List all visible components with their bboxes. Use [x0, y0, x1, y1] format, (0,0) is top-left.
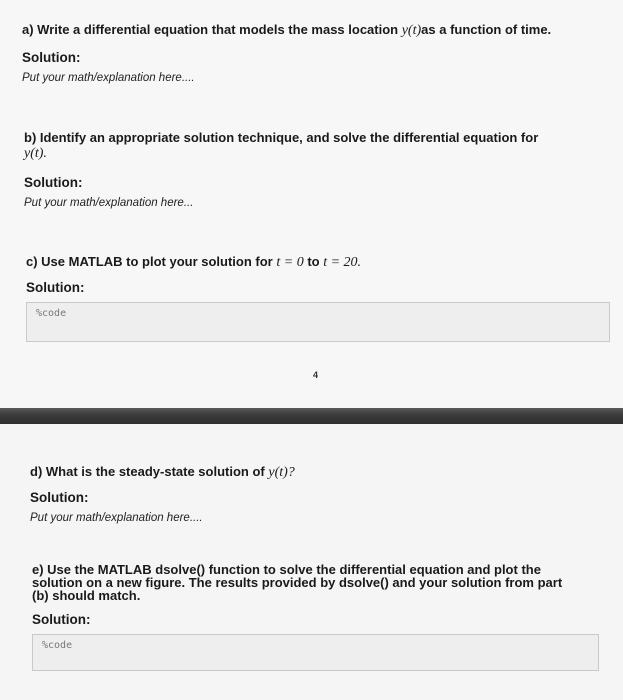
part-c-question: [26, 254, 361, 270]
part-d-math: y(t)?: [268, 465, 295, 480]
part-c-solution-label: Solution:: [26, 280, 85, 295]
part-a-math: y(t): [401, 23, 422, 38]
part-d-answer-placeholder[interactable]: Put your math/explanation here....: [30, 512, 203, 524]
part-b-question-text: b) Identify an appropriate solution technique, and solve the differential equation for: [24, 130, 539, 145]
part-b-answer-placeholder[interactable]: Put your math/explanation here...: [24, 197, 194, 209]
part-a-answer-placeholder[interactable]: Put your math/explanation here....: [22, 72, 195, 84]
part-b-question: [24, 130, 609, 161]
part-c-code-box[interactable]: [26, 302, 610, 342]
part-e-question: [32, 563, 617, 602]
part-a-question: [22, 22, 551, 38]
part-d-solution-label: Solution:: [30, 490, 89, 505]
part-a-solution-label: Solution:: [22, 50, 81, 65]
part-c-math-end: t = 20.: [323, 255, 362, 270]
part-e-code-text: %code: [42, 640, 73, 651]
part-a-question-end: as a function of time.: [421, 22, 552, 37]
part-c-code-text: %code: [36, 308, 67, 319]
part-c-math-start: t = 0: [276, 255, 304, 270]
part-e-solution-label: Solution:: [32, 612, 91, 627]
part-d-question-text: d) What is the steady-state solution of: [30, 464, 269, 479]
part-c-question-text: c) Use MATLAB to plot your solution for: [26, 254, 277, 269]
page-number: 4: [313, 370, 319, 380]
page-divider: [0, 408, 623, 424]
part-b-solution-label: Solution:: [24, 175, 83, 190]
part-d-question: [30, 464, 295, 480]
part-e-question-line3: (b) should match.: [32, 588, 141, 603]
part-e-question-line2: solution on a new figure. The results provided by dsolve() and your solution from part: [32, 575, 563, 590]
part-b-math: y(t).: [24, 146, 47, 161]
part-c-question-mid: to: [303, 254, 324, 269]
part-e-question-line1: e) Use the MATLAB dsolve() function to solve the differential equation and plot the: [32, 562, 541, 577]
worksheet-page-bottom: [0, 424, 623, 700]
part-e-code-box[interactable]: [32, 634, 599, 671]
part-a-question-text: a) Write a differential equation that models the mass location: [22, 22, 402, 37]
